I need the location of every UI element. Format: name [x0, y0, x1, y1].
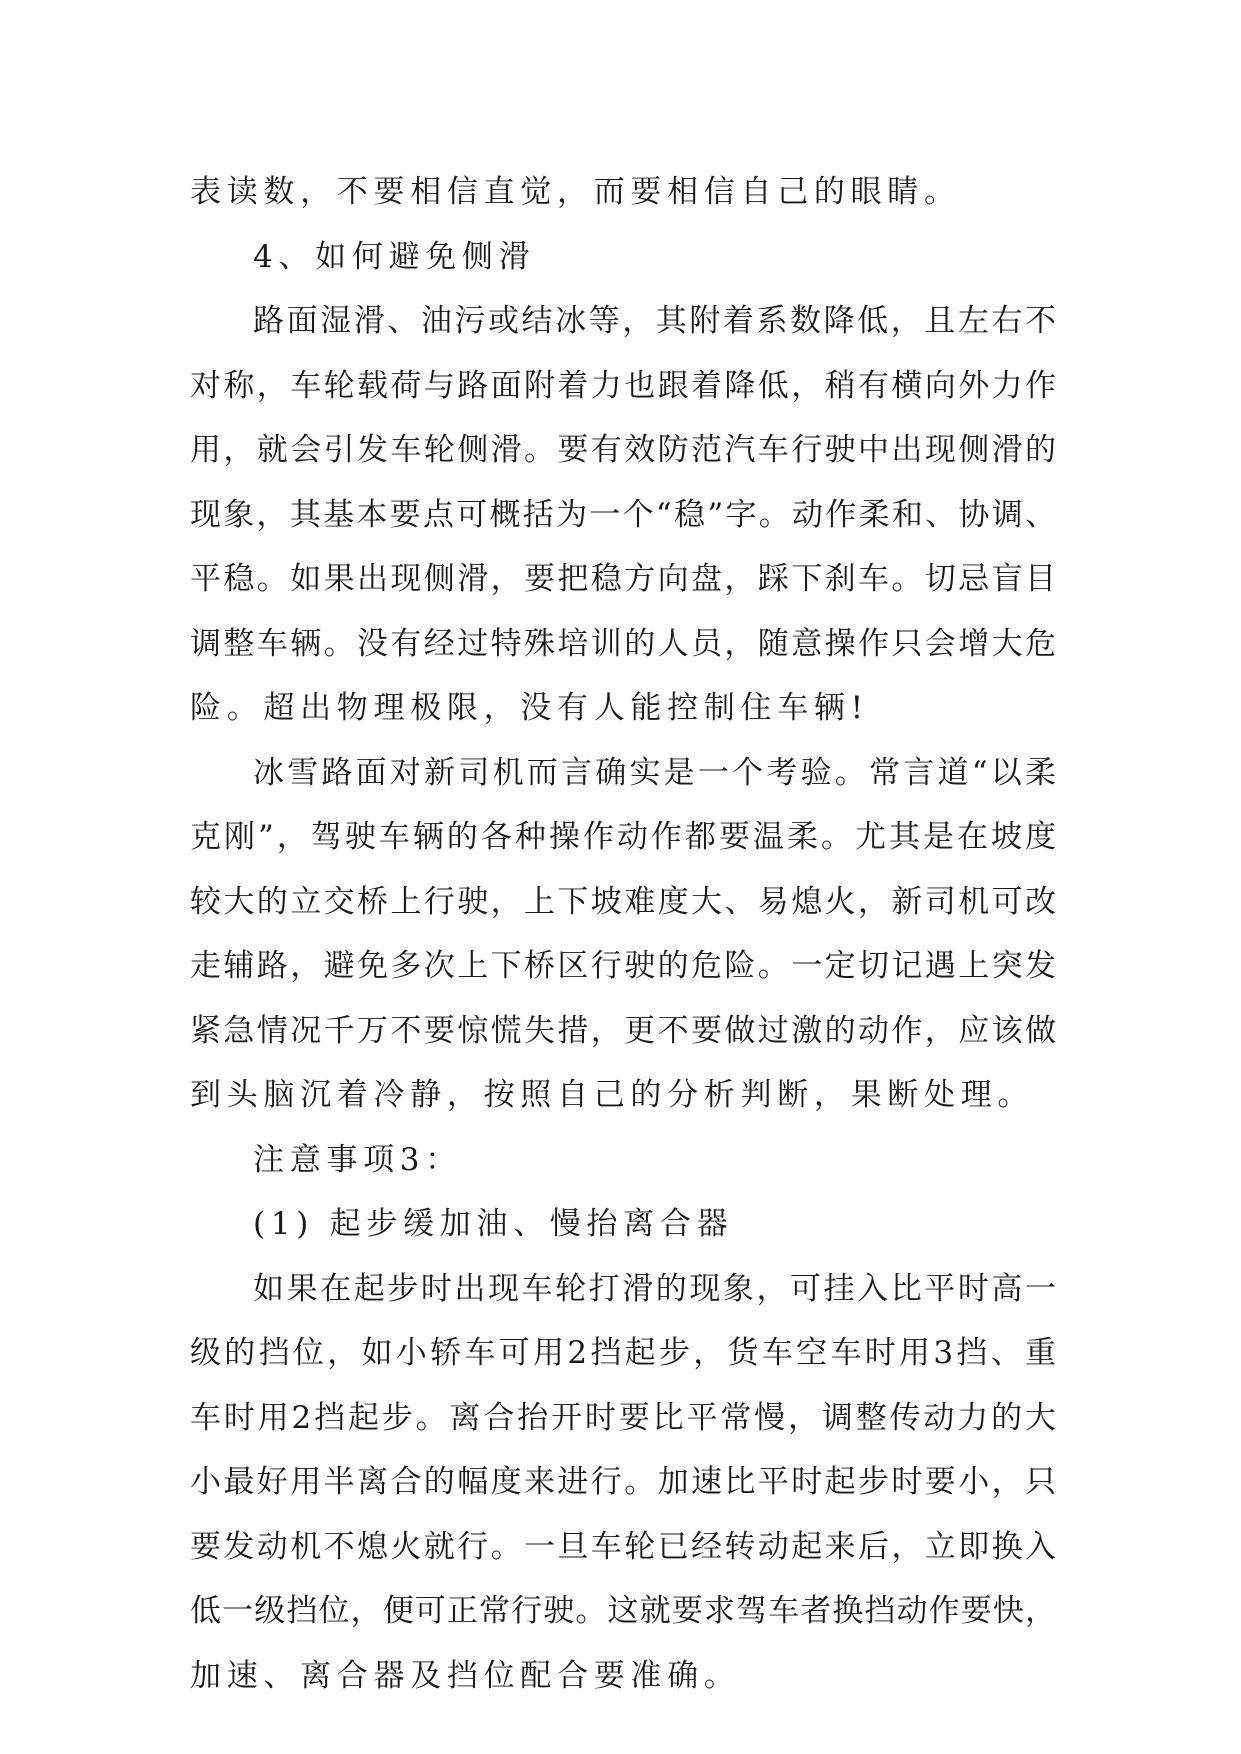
section-heading: 注意事项3：	[253, 1141, 462, 1178]
text-line: 调整车辆。没有经过特殊培训的人员，随意操作只会增大危	[190, 625, 1056, 662]
text-line: 对称，车轮载荷与路面附着力也跟着降低，稍有横向外力作	[190, 367, 1056, 404]
text-line: 如果在起步时出现车轮打滑的现象，可挂入比平时高一	[253, 1270, 1056, 1307]
text-line: 克刚”，驾驶车辆的各种操作动作都要温柔。尤其是在坡度	[190, 819, 1056, 855]
subsection-heading: (1) 起步缓加油、慢抬离合器	[253, 1206, 734, 1242]
text-line: 路面湿滑、油污或结冰等，其附着系数降低，且左右不	[253, 303, 1056, 339]
text-line: 小最好用半离合的幅度来进行。加速比平时起步时要小，只	[190, 1464, 1056, 1500]
text-line: 紧急情况千万不要惊慌失措，更不要做过激的动作，应该做	[190, 1012, 1056, 1049]
text-line: 加速、离合器及挡位配合要准确。	[190, 1657, 741, 1694]
text-line: 低一级挡位，便可正常行驶。这就要求驾车者换挡动作要快，	[190, 1593, 1056, 1629]
text-line: 到头脑沉着冷静，按照自己的分析判断，果断处理。	[190, 1077, 1035, 1113]
text-line: 级的挡位，如小轿车可用2挡起步，货车空车时用3挡、重	[190, 1335, 1056, 1371]
text-line: 险。超出物理极限，没有人能控制住车辆!	[190, 690, 869, 726]
text-line: 表读数，不要相信直觉，而要相信自己的眼睛。	[190, 174, 961, 210]
text-line: 车时用2挡起步。离合抬开时要比平常慢，调整传动力的大	[190, 1399, 1056, 1436]
section-heading: 4、如何避免侧滑	[253, 238, 536, 275]
text-line: 冰雪路面对新司机而言确实是一个考验。常言道“以柔	[253, 754, 1056, 791]
text-line: 用，就会引发车轮侧滑。要有效防范汽车行驶中出现侧滑的	[190, 432, 1056, 468]
text-line: 现象，其基本要点可概括为一个“稳”字。动作柔和、协调、	[190, 496, 1056, 533]
text-line: 平稳。如果出现侧滑，要把稳方向盘，踩下刹车。切忌盲目	[190, 561, 1056, 597]
text-line: 要发动机不熄火就行。一旦车轮已经转动起来后，立即换入	[190, 1528, 1056, 1565]
document-body	[190, 160, 1056, 1708]
text-line: 较大的立交桥上行驶，上下坡难度大、易熄火，新司机可改	[190, 883, 1056, 920]
text-line: 走辅路，避免多次上下桥区行驶的危险。一定切记遇上突发	[190, 948, 1056, 984]
